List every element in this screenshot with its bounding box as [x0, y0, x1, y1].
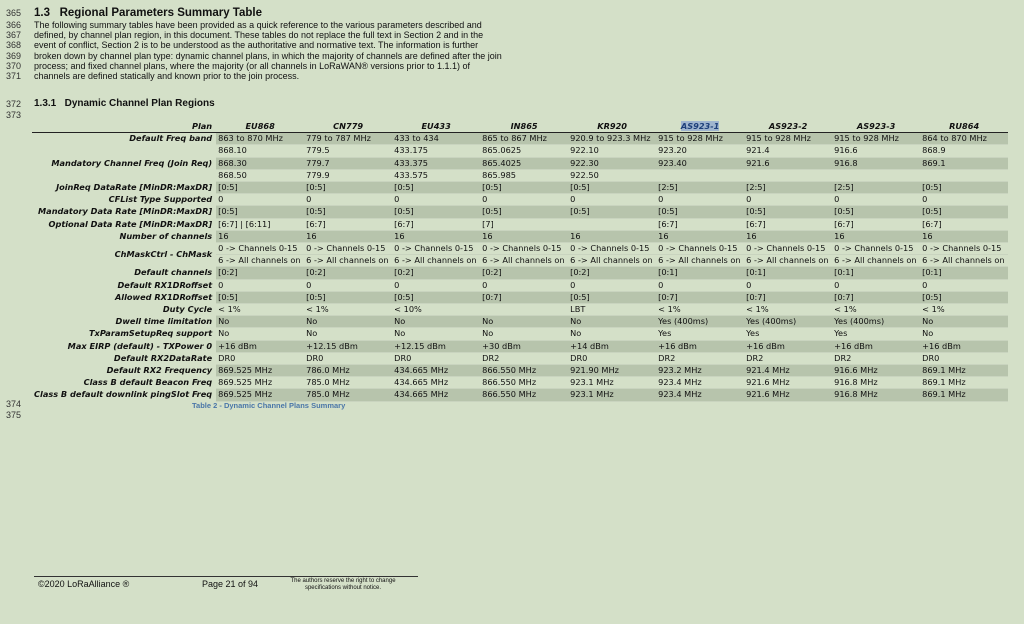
table-cell: 915 to 928 MHz: [744, 133, 832, 145]
line-number: 368: [6, 40, 22, 50]
table-cell: DR2: [480, 352, 568, 364]
table-cell: 921.6 MHz: [744, 389, 832, 401]
table-cell: [0:5]: [920, 206, 1008, 218]
row-label: ChMaskCtrl - ChMask: [114, 249, 213, 260]
table-cell: 779.9: [304, 169, 392, 181]
line-number: 369: [6, 51, 22, 61]
table-cell: 923.2 MHz: [656, 365, 744, 377]
table-cell: +16 dBm: [216, 340, 304, 352]
table-cell: 433.375: [392, 157, 480, 169]
row-label: Mandatory Channel Freq (Join Req): [51, 157, 213, 168]
table-cell: 869.1 MHz: [920, 377, 1008, 389]
footer-copyright: ©2020 LoRaAlliance ®: [38, 579, 130, 589]
table-cell: 868.30: [216, 157, 304, 169]
table-cell: 16: [392, 230, 480, 242]
table-cell: [0:5]: [304, 291, 392, 303]
column-header: AS923-3: [832, 121, 920, 133]
table-cell: [6:7] | [6:11]: [216, 218, 304, 230]
table-row: [32, 194, 1008, 206]
line-number: 367: [6, 30, 22, 40]
table-cell: 923.20: [656, 145, 744, 157]
table-cell: No: [568, 316, 656, 328]
row-label: Mandatory Data Rate [MinDR:MaxDR]: [38, 206, 213, 217]
table-corner-label: Plan: [32, 121, 216, 133]
table-cell: 0: [832, 194, 920, 206]
table-cell: 0: [656, 194, 744, 206]
table-body: [32, 133, 1008, 401]
table-cell: [0:5]: [920, 182, 1008, 194]
table-cell: 0: [216, 194, 304, 206]
table-cell: [6:7]: [920, 218, 1008, 230]
table-cell: [0:5]: [392, 291, 480, 303]
table-cell: No: [392, 328, 480, 340]
table-caption: Table 2 - Dynamic Channel Plans Summary: [192, 401, 346, 410]
row-label: TxParamSetupReq support: [88, 328, 213, 339]
table-cell: 6 -> All channels on: [480, 255, 568, 267]
table-cell: No: [568, 328, 656, 340]
table-cell: No: [216, 328, 304, 340]
table-cell: [0:5]: [480, 182, 568, 194]
footer-page-number: Page 21 of 94: [202, 579, 259, 589]
row-label: Default Freq band: [129, 133, 213, 144]
table-cell: [0:5]: [832, 206, 920, 218]
table-cell: 0: [480, 194, 568, 206]
table-cell: 434.665 MHz: [392, 365, 480, 377]
table-cell: 866.550 MHz: [480, 365, 568, 377]
table-cell: 916.6: [832, 145, 920, 157]
table-cell: 869.525 MHz: [216, 389, 304, 401]
row-label: Number of channels: [119, 230, 213, 241]
table-cell: 869.1 MHz: [920, 365, 1008, 377]
table-cell: 16: [480, 230, 568, 242]
table-cell: [0:5]: [392, 182, 480, 194]
table-cell: [0:1]: [744, 267, 832, 279]
table-cell: 434.665 MHz: [392, 389, 480, 401]
table-cell: 869.1: [920, 157, 1008, 169]
table-cell: 6 -> All channels on: [744, 255, 832, 267]
table-cell: DR0: [304, 352, 392, 364]
table-cell: Yes (400ms): [744, 316, 832, 328]
table-cell: 916.8 MHz: [832, 377, 920, 389]
table-row: [32, 206, 1008, 218]
table-cell: 921.6 MHz: [744, 377, 832, 389]
table-cell: No: [304, 316, 392, 328]
highlighted-column-label[interactable]: AS923-1: [680, 121, 720, 131]
line-number: 373: [6, 110, 22, 120]
table-row: [32, 316, 1008, 328]
subsection-number: 1.3.1: [34, 98, 57, 109]
table-cell: [0:5]: [744, 206, 832, 218]
table-cell: 0: [392, 194, 480, 206]
table-cell: 866.550 MHz: [480, 389, 568, 401]
column-header: AS923-2: [744, 121, 832, 133]
table-cell: 869.525 MHz: [216, 377, 304, 389]
table-cell: < 10%: [392, 304, 480, 316]
subsection-title: Dynamic Channel Plan Regions: [64, 98, 215, 109]
table-cell: Yes (400ms): [656, 316, 744, 328]
table-cell: 6 -> All channels on: [216, 255, 304, 267]
row-label: Default RX2 Frequency: [106, 365, 213, 376]
table-cell: 869.525 MHz: [216, 365, 304, 377]
table-cell: 922.30: [568, 157, 656, 169]
table-cell: 0: [216, 279, 304, 291]
table-cell: [0:2]: [392, 267, 480, 279]
table-cell: [0:7]: [832, 291, 920, 303]
table-cell: 864 to 870 MHz: [920, 133, 1008, 145]
table-cell: 0 -> Channels 0-15: [480, 243, 568, 255]
table-cell: [0:2]: [216, 267, 304, 279]
row-label: Class B default downlink pingSlot Freq: [34, 389, 213, 400]
table-cell: 923.1 MHz: [568, 389, 656, 401]
table-cell: [0:5]: [216, 206, 304, 218]
table-cell: < 1%: [304, 304, 392, 316]
table-cell: [6:7]: [656, 218, 744, 230]
table-cell: No: [920, 328, 1008, 340]
table-row: [32, 279, 1008, 291]
table-row: [32, 389, 1008, 401]
table-cell: [0:5]: [568, 291, 656, 303]
table-cell: +16 dBm: [920, 340, 1008, 352]
table-cell: 0 -> Channels 0-15: [656, 243, 744, 255]
table-cell: 779 to 787 MHz: [304, 133, 392, 145]
table-cell: 865 to 867 MHz: [480, 133, 568, 145]
table-cell: [2:5]: [656, 182, 744, 194]
table-cell: 0 -> Channels 0-15: [832, 243, 920, 255]
table-cell: 0: [568, 194, 656, 206]
table-cell: No: [920, 316, 1008, 328]
table-cell: 923.1 MHz: [568, 377, 656, 389]
table-cell: [2:5]: [744, 182, 832, 194]
table-row: [32, 267, 1008, 279]
table-cell: 0: [832, 279, 920, 291]
table-cell: 865.4025: [480, 157, 568, 169]
table-cell: 0 -> Channels 0-15: [920, 243, 1008, 255]
table-cell: 921.4 MHz: [744, 365, 832, 377]
table-cell: DR2: [832, 352, 920, 364]
table-cell: +30 dBm: [480, 340, 568, 352]
table-row: [32, 377, 1008, 389]
table-row: [32, 291, 1008, 303]
table-cell: [0:7]: [744, 291, 832, 303]
table-cell: 0 -> Channels 0-15: [392, 243, 480, 255]
table-cell: 915 to 928 MHz: [832, 133, 920, 145]
table-cell: 6 -> All channels on: [832, 255, 920, 267]
line-number: 374: [6, 399, 22, 409]
table-cell: [0:7]: [656, 291, 744, 303]
line-number: 375: [6, 410, 22, 420]
table-row: [32, 328, 1008, 340]
column-header: EU868: [216, 121, 304, 133]
table-cell: DR0: [920, 352, 1008, 364]
table-cell: 916.8: [832, 157, 920, 169]
table-cell: DR0: [216, 352, 304, 364]
table-cell: 916.8 MHz: [832, 389, 920, 401]
table-cell: [0:5]: [392, 206, 480, 218]
column-header: KR920: [568, 121, 656, 133]
row-label: CFList Type Supported: [108, 194, 213, 205]
section-number: 1.3: [34, 7, 50, 19]
row-label: Dwell time limitation: [115, 316, 213, 327]
table-cell: [0:5]: [216, 182, 304, 194]
table-cell: < 1%: [216, 304, 304, 316]
table-cell: < 1%: [656, 304, 744, 316]
table-cell: [832, 169, 920, 181]
table-cell: 865.985: [480, 169, 568, 181]
table-cell: [0:5]: [920, 291, 1008, 303]
table-cell: +12.15 dBm: [392, 340, 480, 352]
table-cell: 0: [480, 279, 568, 291]
table-cell: 921.90 MHz: [568, 365, 656, 377]
row-label: Duty Cycle: [162, 304, 213, 315]
table-cell: 869.1 MHz: [920, 389, 1008, 401]
row-label: Default RX2DataRate: [113, 352, 213, 363]
table-cell: +12.15 dBm: [304, 340, 392, 352]
table-cell: 863 to 870 MHz: [216, 133, 304, 145]
table-cell: 16: [920, 230, 1008, 242]
footer-divider: [34, 576, 418, 577]
table-cell: [0:5]: [304, 182, 392, 194]
table-cell: [2:5]: [832, 182, 920, 194]
table-cell: [0:5]: [656, 206, 744, 218]
column-header: [656, 121, 744, 133]
table-cell: 868.9: [920, 145, 1008, 157]
table-cell: 922.50: [568, 169, 656, 181]
table-cell: +16 dBm: [656, 340, 744, 352]
row-label: Allowed RX1DRoffset: [114, 291, 213, 302]
section-paragraph: The following summary tables have been provided as a quick reference to the various parameters described and defined, by channel plan region, in this document. These tables do not replace the full text in Section 2 and in the event of conflict, Section 2 is to be understood as the authoritative and normative text. The information is further broken down by channel plan type: dynamic channel plans, in which the majority of channels are defined after the join process; and fixed channel plans, where the majority (or all channels in LoRaWAN® versions prior to 1.1.1) of channels are defined statically and known prior to the join process.: [34, 20, 502, 82]
line-number: 365: [6, 8, 22, 18]
table-cell: 916.6 MHz: [832, 365, 920, 377]
table-row: [32, 218, 1008, 230]
table-cell: 16: [216, 230, 304, 242]
table-cell: [0:1]: [920, 267, 1008, 279]
table-cell: 866.550 MHz: [480, 377, 568, 389]
table-cell: 0: [656, 279, 744, 291]
table-cell: 6 -> All channels on: [568, 255, 656, 267]
table-cell: Yes: [656, 328, 744, 340]
table-cell: DR2: [656, 352, 744, 364]
table-cell: 6 -> All channels on: [392, 255, 480, 267]
table-cell: LBT: [568, 304, 656, 316]
table-cell: +14 dBm: [568, 340, 656, 352]
row-label: Max EIRP (default) - TXPower 0: [67, 340, 213, 351]
footer-note: The authors reserve the right to change specifications without notice.: [290, 578, 396, 591]
table-cell: 16: [832, 230, 920, 242]
column-header: IN865: [480, 121, 568, 133]
line-number: 372: [6, 99, 22, 109]
table-cell: 433 to 434: [392, 133, 480, 145]
table-cell: 786.0 MHz: [304, 365, 392, 377]
table-cell: 0: [744, 194, 832, 206]
table-cell: DR2: [744, 352, 832, 364]
table-cell: 0: [392, 279, 480, 291]
table-cell: [0:5]: [216, 291, 304, 303]
table-cell: [6:7]: [832, 218, 920, 230]
table-cell: [0:5]: [304, 206, 392, 218]
section-title: Regional Parameters Summary Table: [59, 7, 262, 19]
column-header: RU864: [920, 121, 1008, 133]
table-cell: [0:7]: [480, 291, 568, 303]
table-cell: < 1%: [744, 304, 832, 316]
table-cell: DR0: [568, 352, 656, 364]
table-row: [32, 365, 1008, 377]
table-cell: [0:5]: [568, 182, 656, 194]
table-cell: 865.0625: [480, 145, 568, 157]
table-cell: 921.4: [744, 145, 832, 157]
table-cell: 923.4 MHz: [656, 377, 744, 389]
table-cell: Yes (400ms): [832, 316, 920, 328]
table-cell: 915 to 928 MHz: [656, 133, 744, 145]
table-cell: Yes: [744, 328, 832, 340]
table-cell: [0:1]: [832, 267, 920, 279]
table-cell: Yes: [832, 328, 920, 340]
table-cell: < 1%: [832, 304, 920, 316]
table-cell: 785.0 MHz: [304, 377, 392, 389]
table-cell: [0:1]: [656, 267, 744, 279]
line-number: 371: [6, 71, 22, 81]
table-cell: [0:5]: [568, 206, 656, 218]
table-cell: 923.4 MHz: [656, 389, 744, 401]
table-cell: [0:2]: [480, 267, 568, 279]
table-cell: 0 -> Channels 0-15: [744, 243, 832, 255]
table-cell: [0:5]: [480, 206, 568, 218]
table-cell: 16: [568, 230, 656, 242]
table-row: [32, 243, 1008, 255]
subsection-heading: [34, 98, 215, 109]
table-row: [32, 352, 1008, 364]
table-cell: 785.0 MHz: [304, 389, 392, 401]
table-row: [32, 230, 1008, 242]
table-cell: 6 -> All channels on: [304, 255, 392, 267]
table-cell: 6 -> All channels on: [920, 255, 1008, 267]
table-cell: No: [392, 316, 480, 328]
table-cell: [920, 169, 1008, 181]
column-header: EU433: [392, 121, 480, 133]
row-label: Class B default Beacon Freq: [83, 377, 213, 388]
table-cell: 0: [920, 194, 1008, 206]
table-cell: No: [480, 316, 568, 328]
table-cell: 434.665 MHz: [392, 377, 480, 389]
row-label: Default channels: [134, 267, 213, 278]
table-cell: No: [216, 316, 304, 328]
table-cell: 433.175: [392, 145, 480, 157]
table-cell: [568, 218, 656, 230]
table-cell: [480, 304, 568, 316]
table-cell: 16: [656, 230, 744, 242]
table-row: [32, 133, 1008, 145]
table-cell: 0: [920, 279, 1008, 291]
table-cell: 6 -> All channels on: [656, 255, 744, 267]
table-cell: [6:7]: [304, 218, 392, 230]
table-cell: 0 -> Channels 0-15: [304, 243, 392, 255]
table-cell: 16: [304, 230, 392, 242]
table-cell: 920.9 to 923.3 MHz: [568, 133, 656, 145]
table-row: [32, 304, 1008, 316]
table-cell: [744, 169, 832, 181]
row-label: Default RX1DRoffset: [117, 279, 213, 290]
table-cell: 923.40: [656, 157, 744, 169]
channel-plan-table: [32, 121, 1008, 402]
table-cell: +16 dBm: [744, 340, 832, 352]
table-cell: 779.5: [304, 145, 392, 157]
table-cell: 868.50: [216, 169, 304, 181]
table-cell: 0: [568, 279, 656, 291]
table-cell: 0: [744, 279, 832, 291]
table-cell: No: [304, 328, 392, 340]
table-header-row: [32, 121, 1008, 133]
table-cell: 779.7: [304, 157, 392, 169]
table-row: [32, 182, 1008, 194]
table-cell: [7]: [480, 218, 568, 230]
table-cell: +16 dBm: [832, 340, 920, 352]
column-header: CN779: [304, 121, 392, 133]
table-cell: 0: [304, 279, 392, 291]
table-cell: 922.10: [568, 145, 656, 157]
table-cell: [6:7]: [744, 218, 832, 230]
table-cell: 868.10: [216, 145, 304, 157]
table-cell: DR0: [392, 352, 480, 364]
table-cell: 0 -> Channels 0-15: [568, 243, 656, 255]
table-cell: 16: [744, 230, 832, 242]
table-cell: < 1%: [920, 304, 1008, 316]
table-cell: 433.575: [392, 169, 480, 181]
table-cell: [0:2]: [568, 267, 656, 279]
table-cell: [656, 169, 744, 181]
table-cell: No: [480, 328, 568, 340]
table-row: [32, 145, 1008, 157]
table-row: [32, 340, 1008, 352]
table-cell: 921.6: [744, 157, 832, 169]
row-label: JoinReq DataRate [MinDR:MaxDR]: [56, 182, 213, 193]
row-label: Optional Data Rate [MinDR:MaxDR]: [48, 218, 213, 229]
table-cell: [6:7]: [392, 218, 480, 230]
section-heading: [34, 7, 262, 19]
line-number: 366: [6, 20, 22, 30]
table-cell: 0: [304, 194, 392, 206]
table-cell: [0:2]: [304, 267, 392, 279]
line-number: 370: [6, 61, 22, 71]
table-cell: 0 -> Channels 0-15: [216, 243, 304, 255]
